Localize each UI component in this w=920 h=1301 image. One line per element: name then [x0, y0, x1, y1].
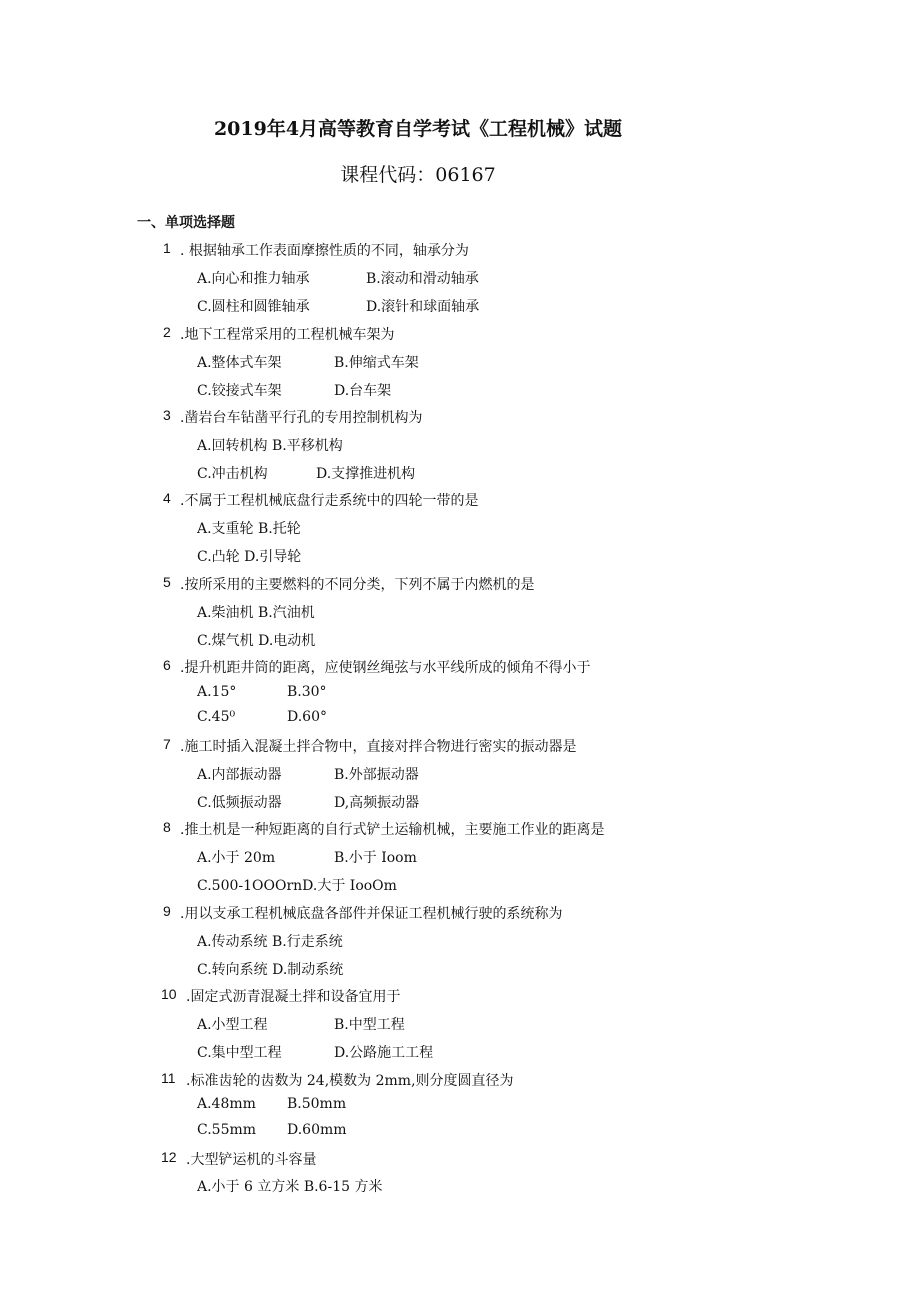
answer-option: A.柴油机 B.汽油机 — [197, 605, 315, 621]
answer-option: C.凸轮 D.引导轮 — [197, 549, 302, 565]
answer-option: B.伸缩式车架 — [334, 355, 419, 371]
answer-option: D.台车架 — [334, 383, 392, 399]
question-number: 10 — [161, 986, 177, 1002]
answer-option: C.45⁰ — [197, 709, 236, 725]
answer-option: C.铰接式车架 — [197, 383, 282, 399]
question-text: .标准齿轮的齿数为 24,模数为 2mm,则分度圆直径为 — [186, 1073, 514, 1089]
question-text: .凿岩台车钻凿平行孔的专用控制机构为 — [180, 410, 423, 426]
section-heading: 一、单项选择题 — [137, 215, 235, 231]
course-code: 课程代码：06167 — [340, 164, 496, 186]
question-text: .地下工程常采用的工程机械车架为 — [180, 327, 395, 343]
question-number: 11 — [161, 1070, 176, 1086]
question-number: 3 — [163, 407, 171, 423]
answer-option: D,高频振动器 — [334, 795, 420, 811]
question-text: .不属于工程机械底盘行走系统中的四轮一带的是 — [180, 493, 479, 509]
answer-option: D.60mm — [287, 1122, 347, 1138]
answer-option: A.48mm — [197, 1096, 256, 1112]
answer-option: D.支撑推进机构 — [316, 466, 416, 482]
answer-option: A.小型工程 — [197, 1017, 268, 1033]
answer-option: C.55mm — [197, 1122, 257, 1138]
answer-option: A.传动系统 B.行走系统 — [197, 934, 343, 950]
answer-option: C.圆柱和圆锥轴承 — [197, 299, 310, 315]
question-text: .推土机是一种短距离的自行式铲土运输机械，主要施工作业的距离是 — [180, 822, 605, 838]
answer-option: A.支重轮 B.托轮 — [197, 521, 301, 537]
answer-option: C.500-1OOOrnD.大于 IooOm — [197, 878, 397, 894]
answer-option: B.滚动和滑动轴承 — [366, 271, 479, 287]
answer-option: A.回转机构 B.平移机构 — [197, 438, 343, 454]
question-text: .大型铲运机的斗容量 — [186, 1152, 317, 1168]
question-text: .固定式沥青混凝土拌和设备宜用于 — [186, 989, 401, 1005]
answer-option: B.外部振动器 — [334, 767, 419, 783]
answer-option: B.小于 Ioom — [334, 850, 417, 866]
answer-option: A.小于 6 立方米 B.6-15 方米 — [197, 1179, 383, 1195]
answer-option: C.冲击机构 — [197, 466, 268, 482]
answer-option: B.50mm — [287, 1096, 347, 1112]
question-number: 6 — [163, 657, 171, 673]
question-number: 7 — [163, 736, 171, 752]
answer-option: A.小于 20m — [197, 850, 276, 866]
question-number: 9 — [163, 903, 171, 919]
answer-option: D.60° — [287, 709, 327, 725]
answer-option: A.整体式车架 — [197, 355, 282, 371]
exam-title: 2019年4月高等教育自学考试《工程机械》试题 — [213, 118, 623, 140]
answer-option: A.15° — [197, 684, 237, 700]
answer-option: C.集中型工程 — [197, 1045, 282, 1061]
question-number: 12 — [161, 1149, 177, 1165]
answer-option: A.内部振动器 — [197, 767, 282, 783]
question-number: 8 — [163, 819, 171, 835]
answer-option: D.公路施工工程 — [334, 1045, 434, 1061]
question-number: 4 — [163, 490, 171, 506]
answer-option: D.滚针和球面轴承 — [366, 299, 480, 315]
question-number: 2 — [163, 324, 171, 340]
answer-option: A.向心和推力轴承 — [197, 271, 310, 287]
answer-option: C.煤气机 D.电动机 — [197, 633, 316, 649]
question-text: .提升机距井筒的距离，应使钢丝绳弦与水平线所成的倾角不得小于 — [180, 660, 591, 676]
question-text: .施工时插入混凝土拌合物中，直接对拌合物进行密实的振动器是 — [180, 739, 577, 755]
answer-option: C.转向系统 D.制动系统 — [197, 962, 344, 978]
question-number: 5 — [163, 574, 171, 590]
question-text: .用以支承工程机械底盘各部件并保证工程机械行驶的系统称为 — [180, 906, 563, 922]
answer-option: B.中型工程 — [334, 1017, 405, 1033]
answer-option: C.低频振动器 — [197, 795, 282, 811]
answer-option: B.30° — [287, 684, 327, 700]
question-text: .按所采用的主要燃料的不同分类，下列不属于内燃机的是 — [180, 577, 535, 593]
question-number: 1 — [163, 240, 171, 256]
question-text: . 根据轴承工作表面摩擦性质的不同，轴承分为 — [180, 243, 469, 259]
